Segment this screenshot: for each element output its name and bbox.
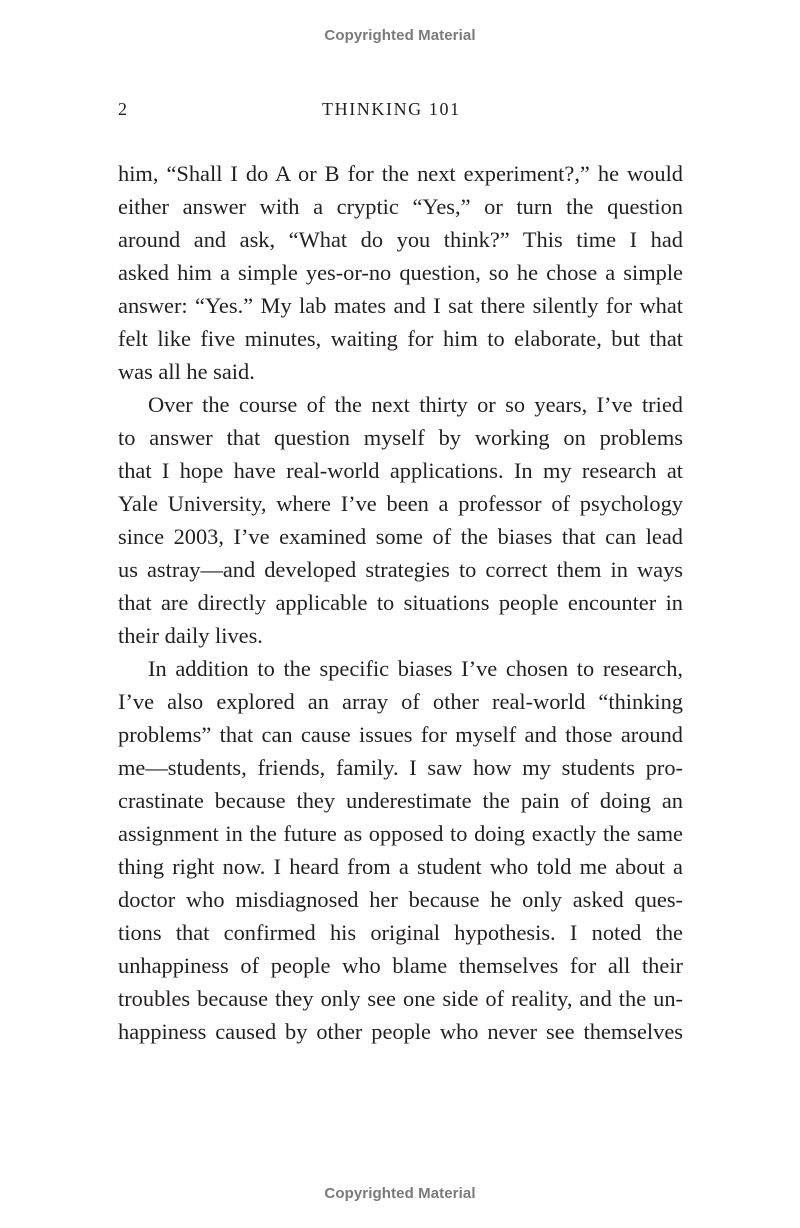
text-line: us astray—and developed strategies to correct them in ways: [118, 557, 683, 582]
text-line: answer: “Yes.” My lab mates and I sat there silently for what: [118, 293, 683, 318]
text-line: him, “Shall I do A or B for the next experiment?,” he would: [118, 161, 683, 186]
running-head: [118, 99, 682, 123]
text-line: their daily lives.: [118, 623, 263, 648]
text-line: that I hope have real-world applications. In my research at: [118, 458, 683, 483]
text-line: happiness caused by other people who never see themselves: [118, 1019, 683, 1044]
text-line: I’ve also explored an array of other real-world “thinking: [118, 689, 683, 714]
running-title: THINKING 101: [322, 99, 461, 119]
page-number: 2: [118, 99, 127, 119]
text-line: me—students, friends, family. I saw how my students pro-: [118, 755, 683, 780]
text-line: troubles because they only see one side of reality, and the un-: [118, 986, 683, 1011]
text-line: that are directly applicable to situations people encounter in: [118, 590, 683, 615]
text-line: unhappiness of people who blame themselves for all their: [118, 953, 683, 978]
paragraph-3: [118, 652, 683, 1048]
text-line: In addition to the specific biases I’ve chosen to research,: [148, 656, 683, 681]
text-line: Over the course of the next thirty or so years, I’ve tried: [148, 392, 683, 417]
text-line: tions that confirmed his original hypothesis. I noted the: [118, 920, 683, 945]
text-line: problems” that can cause issues for myself and those around: [118, 722, 683, 747]
text-line: Yale University, where I’ve been a professor of psychology: [118, 491, 683, 516]
copyright-watermark-bottom: Copyrighted Material: [324, 1185, 476, 1202]
text-line: felt like five minutes, waiting for him to elaborate, but that: [118, 326, 683, 351]
text-line: asked him a simple yes-or-no question, so he chose a simple: [118, 260, 683, 285]
text-line: was all he said.: [118, 359, 255, 384]
text-line: around and ask, “What do you think?” This time I had: [118, 227, 683, 252]
text-line: either answer with a cryptic “Yes,” or turn the question: [118, 194, 683, 219]
paragraph-1: [118, 157, 683, 388]
text-line: doctor who misdiagnosed her because he only asked ques-: [118, 887, 683, 912]
body-text: [118, 157, 683, 1048]
text-line: assignment in the future as opposed to doing exactly the same: [118, 821, 683, 846]
text-line: since 2003, I’ve examined some of the biases that can lead: [118, 524, 683, 549]
text-line: to answer that question myself by working on problems: [118, 425, 683, 450]
text-line: crastinate because they underestimate the pain of doing an: [118, 788, 683, 813]
paragraph-2: [118, 388, 683, 652]
copyright-watermark-top: Copyrighted Material: [324, 27, 476, 44]
text-line: thing right now. I heard from a student who told me about a: [118, 854, 683, 879]
